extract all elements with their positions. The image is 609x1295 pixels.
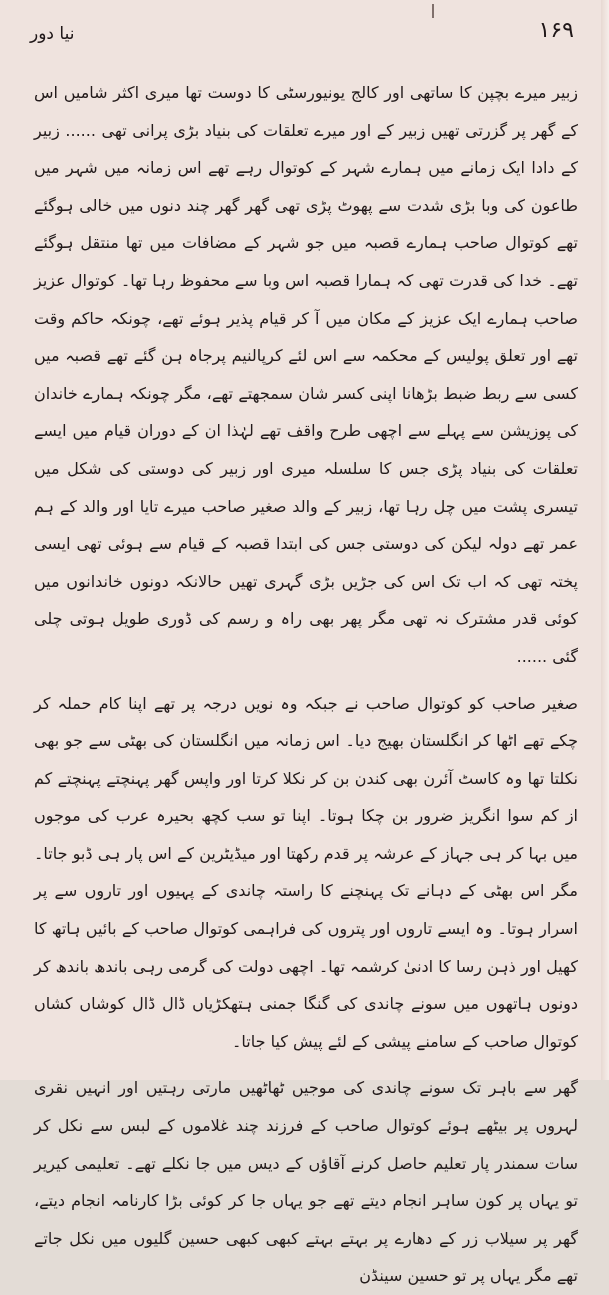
- paragraph-2: صغیر صاحب کو کوتوال صاحب نے جبکہ وہ نویں درجہ پر تھے اپنا کام حملہ کر چکے تھے اٹھا کر انگلستان بھیج دیا۔ اس زمانہ میں انگلستان کی بھٹی سے جو بھی نکلتا تھا وہ کاسٹ آئرن بھی کندن بن کر نکلا کرتا اور واپس گھر پہنچتے پہنچتے کم از کم سوا انگریز ضرور بن چکا ہوتا۔ اپنا تو سب کچھ بحیرہ عرب کی موجوں میں بہا کر ہی جہاز کے عرشہ پر قدم رکھتا اور میڈیٹرین کے اس پار ہی ڈبو جاتا۔ مگر اس بھٹی کے دہانے تک پہنچنے کا راستہ چاندی کے پہیوں اور تاروں سے پر اسرار ہوتا۔ وہ ایسے تاروں اور پتروں کی فراہمی کوتوال صاحب کے بائیں ہاتھ کا کھیل اور ذہن رسا کا ادنیٰ کرشمہ تھا۔ اچھی دولت کی گرمی رہی باندھ باندھ کر دونوں ہاتھوں میں سونے چاندی کی گنگا جمنی ہتھکڑیاں ڈال ڈال کوشاں کشاں کوتوال صاحب کے سامنے پیشی کے لئے پیش کیا جاتا۔: [34, 693, 578, 1051]
- page-body: [34, 74, 578, 1295]
- running-header-title: نیا دور: [30, 24, 75, 44]
- paragraph-1: زبیر میرے بچپن کا ساتھی اور کالج یونیورسٹی کا دوست تھا میری اکثر شامیں اس کے گھر پر گزرتی تھیں زبیر کے اور میرے تعلقات کی بنیاد بڑی پرانی تھی ...... زبیر کے دادا ایک زمانے میں ہمارے شہر کے کوتوال رہے تھے اس زمانہ میں شہر میں طاعون کی وبا بڑی شدت سے پھوٹ پڑی تھی گھر گھر چند دنوں میں خالی ہوگئے تھے کوتوال صاحب ہمارے قصبہ میں جو شہر کے مضافات میں تھا منتقل ہوگئے تھے۔ خدا کی قدرت تھی کہ ہمارا قصبہ اس وبا سے محفوظ رہا تھا۔ کوتوال عزیز صاحب ہمارے ایک عزیز کے مکان میں آ کر قیام پذیر ہوئے تھے، چونکہ حاکم وقت تھے اور تعلق پولیس کے محکمہ سے اس لئے کرپالنیم پرجاہ ہن گئے تھے قصبہ میں کسی سے ربط ضبط بڑھانا اپنی کسر شان سمجھتے تھے، مگر چونکہ ہمارے خاندان کی پوزیشن سے پہلے سے اچھی طرح واقف تھے لہٰذا ان کے دوران قیام میں ایسے تعلقات کی بنیاد پڑی جس کا سلسلہ میری اور زبیر کی دوستی کی شکل میں تیسری پشت میں چل رہا تھا، زبیر کے والد صغیر صاحب میرے تایا اور والد کے ہم عمر تھے دولہ لیکن کی دوستی جس کی ابتدا قصبہ کے قیام سے ہوئی تھی ایسی پختہ تھی کہ اب تک اس کی جڑیں بڑی گہری تھیں حالانکہ دونوں خاندانوں میں کوئی قدر مشترک نہ تھی مگر پھر بھی راہ و رسم کی ڈوری طویل ہوتی چلی گئی ......: [34, 83, 578, 666]
- page-edge-shadow: [601, 0, 609, 1080]
- paragraph-3: گھر سے باہر تک سونے چاندی کی موجیں ٹھاٹھیں مارتی رہتیں اور انہیں نقری لہروں پر بیٹھے ہوئے کوتوال صاحب کے فرزند چند غلاموں کے لبس سے نکل کر سات سمندر پار تعلیم حاصل کرنے آقاؤں کے دیس میں جا نکلے تھے۔ تعلیمی کیریر تو یہاں پر کون ساہر انجام دیتے تھے جو یہاں جا کر کوئی بڑا کارنامہ انجام دیتے، گھر پر سیلاب زر کے دھارے پر بہتے بہتے کبھی کبھی حسین گلیوں میں نکل جاتے تھے مگر یہاں پر تو حسین سینڈن: [34, 1078, 578, 1286]
- header-mark: [432, 4, 434, 18]
- page-number: ۱۶۹: [538, 18, 574, 43]
